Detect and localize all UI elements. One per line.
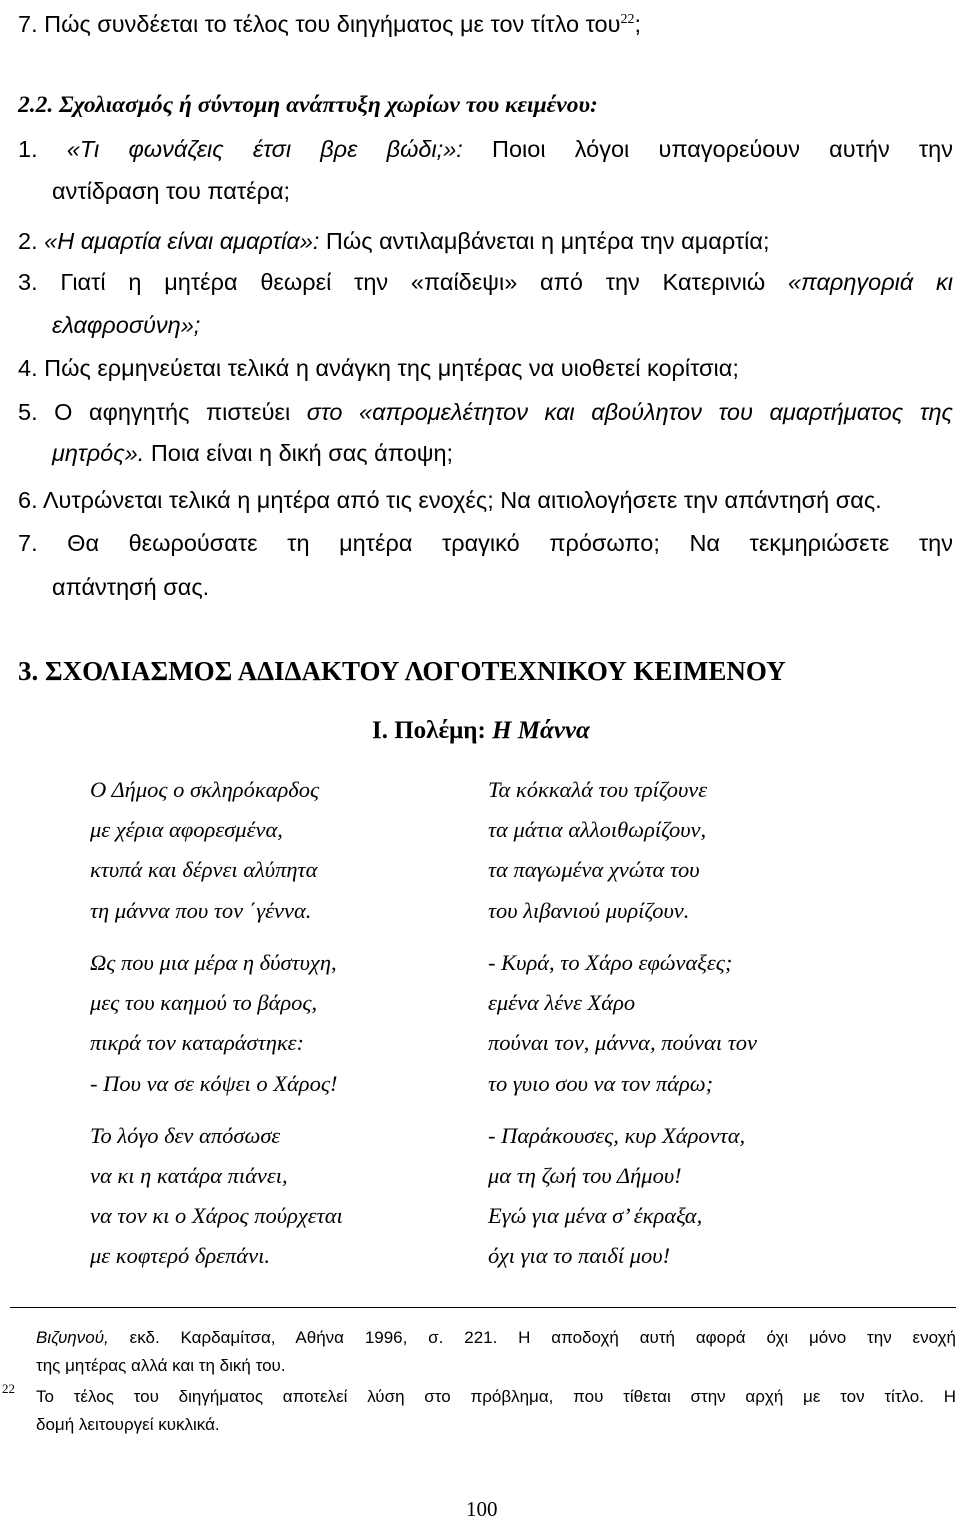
poem-left-line: κτυπά και δέρνει αλύπητα: [90, 857, 318, 882]
item-7-line-2: απάντησή σας.: [52, 574, 210, 600]
poem-right-line: τα παγωμένα χνώτα του: [488, 857, 700, 882]
footnote-22-line-2: δομή λειτουργεί κυκλικά.: [36, 1415, 220, 1434]
poem-right-line: το γυιο σου να τον πάρω;: [488, 1071, 714, 1096]
item-1-line-2: αντίδραση του πατέρα;: [52, 178, 291, 204]
item-3-line-2: ελαφροσύνη»;: [52, 312, 201, 338]
poem-right-line: πούναι τον, μάννα, πούναι τον: [488, 1030, 758, 1055]
poem-left-line: μες του καημού το βάρος,: [90, 990, 318, 1015]
item-7-line-1: 7. Θα θεωρούσατε τη μητέρα τραγικό πρόσωπο; Να τεκμηριώσετε την: [18, 530, 954, 556]
poem-left-line: τη μάννα που τον ΄γέννα.: [90, 898, 312, 923]
poem-left-line: - Που να σε κόψει ο Χάρος!: [90, 1071, 338, 1096]
item-2: 2. «Η αμαρτία είναι αμαρτία»: Πώς αντιλαμβάνεται η μητέρα την αμαρτία;: [18, 228, 770, 254]
item-5-line-2: μητρός». Ποια είναι η δική σας άποψη;: [52, 440, 454, 466]
question-7-intro: 7. Πώς συνδέεται το τέλος του διηγήματος με τον τίτλο του$^{22}$;: [18, 11, 641, 37]
item-4: 4. Πώς ερμηνεύεται τελικά η ανάγκη της μητέρας να υιοθετεί κορίτσια;: [18, 355, 739, 381]
footnote-divider: [10, 1307, 956, 1308]
poem-right-line: του λιβανιού μυρίζουν.: [488, 898, 690, 923]
item-1-line-1: 1. «Τι φωνάζεις έτσι βρε βώδι;»: Ποιοι λόγοι υπαγορεύουν αυτήν την: [18, 136, 954, 162]
poem-left-line: πικρά τον καταράστηκε:: [90, 1030, 305, 1055]
poem-left-line: να κι η κατάρα πιάνει,: [90, 1163, 288, 1188]
item-5-line-1: 5. Ο αφηγητής πιστεύει στο «απρομελέτητον και αβούλητον του αμαρτήματος της: [18, 399, 953, 425]
poem-left-line: Ο Δήμος ο σκληρόκαρδος: [90, 777, 320, 802]
footnote-ref-22[interactable]: 22: [620, 12, 635, 27]
poem-right-line: μα τη ζωή του Δήμου!: [488, 1163, 682, 1188]
poem-left-line: με χέρια αφορεσμένα,: [90, 817, 283, 842]
item-6: 6. Λυτρώνεται τελικά η μητέρα από τις ενοχές; Να αιτιολογήσετε την απάντησή σας.: [18, 487, 882, 513]
poem-right-line: Εγώ για μένα σ’ έκραξα,: [488, 1203, 703, 1228]
section-2-2-heading: 2.2. Σχολιασμός ή σύντομη ανάπτυξη χωρίων του κειμένου:: [18, 92, 598, 118]
item-3-line-1: 3. Γιατί η μητέρα θεωρεί την «παίδεψι» από την Κατερινιώ «παρηγοριά κι: [18, 269, 954, 295]
footnote-22-line-1: Το τέλος του διηγήματος αποτελεί λύση στο πρόβλημα, που τίθεται στην αρχή με τον τίτλο. Η: [36, 1387, 956, 1406]
page-number: 100: [466, 1497, 498, 1521]
poem-left-line: Ως που μια μέρα η δύστυχη,: [90, 950, 337, 975]
footnote-21-line-1: Βιζυηνού, εκδ. Καρδαμίτσα, Αθήνα 1996, σ. 221. Η αποδοχή αυτή αφορά όχι μόνο την ενοχή: [36, 1328, 956, 1347]
poem-right-line: όχι για το παιδί μου!: [488, 1243, 671, 1268]
poem-left-line: με κοφτερό δρεπάνι.: [90, 1243, 270, 1268]
footnote-marker-22: 22: [2, 1381, 15, 1396]
poem-right-line: - Κυρά, το Χάρο εφώναξες;: [488, 950, 733, 975]
section-3-heading: 3. ΣΧΟΛΙΑΣΜΟΣ ΑΔΙΔΑΚΤΟΥ ΛΟΓΟΤΕΧΝΙΚΟΥ ΚΕΙΜΕΝΟΥ: [18, 656, 786, 686]
footnote-21-line-2: της μητέρας αλλά και τη δική του.: [36, 1356, 286, 1375]
poem-right-line: εμένα λένε Χάρο: [488, 990, 636, 1015]
poem-right-line: Τα κόκκαλά του τρίζουνε: [488, 777, 708, 802]
poem-right-line: - Παράκουσες, κυρ Χάροντα,: [488, 1123, 746, 1148]
poem-left-line: να τον κι ο Χάρος πούρχεται: [90, 1203, 343, 1228]
poem-left-line: Το λόγο δεν απόσωσε: [90, 1123, 281, 1148]
poem-right-line: τα μάτια αλλοιθωρίζουν,: [488, 817, 707, 842]
poem-title: Ι. Πολέμη: Η Μάννα: [372, 717, 590, 744]
